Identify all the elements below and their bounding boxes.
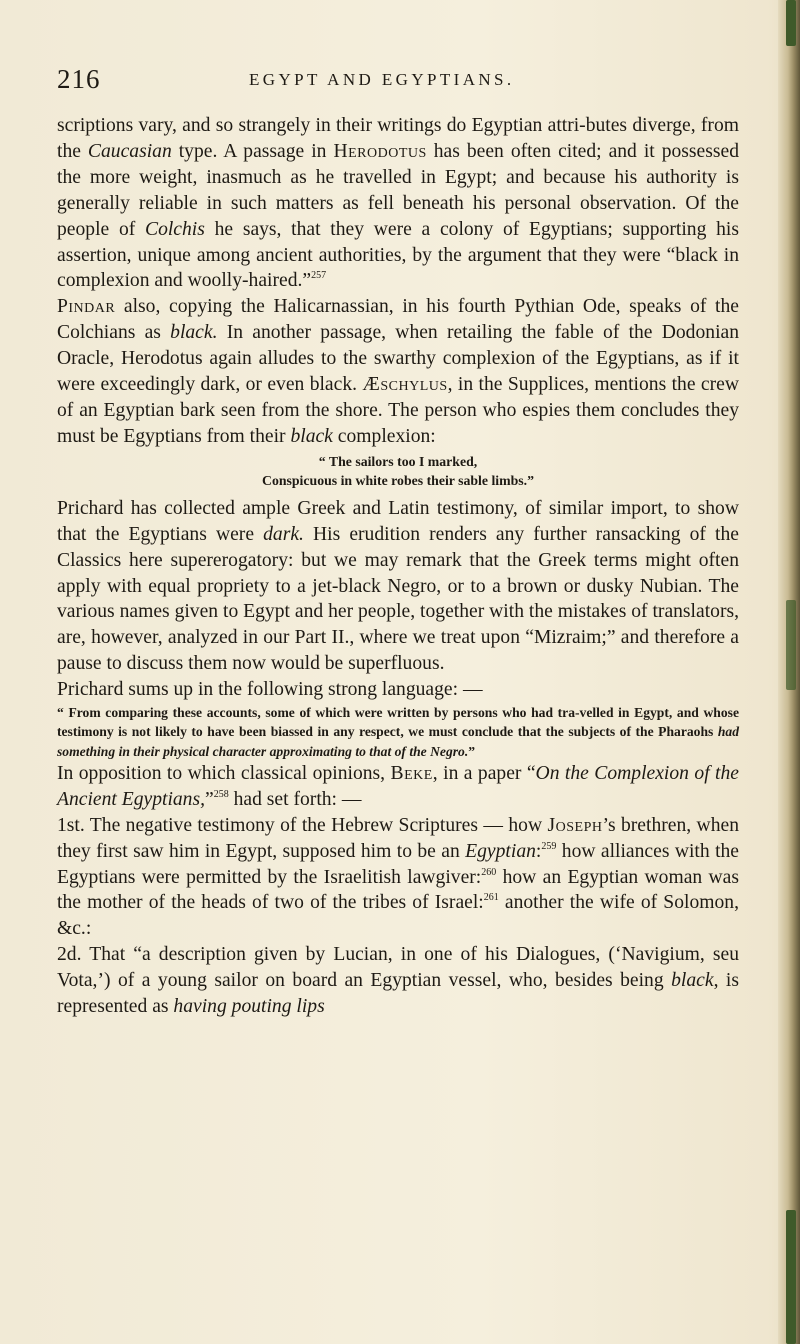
italic-text: dark. — [263, 523, 304, 545]
italic-text: having pouting lips — [173, 996, 325, 1018]
text: ’s brethren, when they first saw him in Egypt, supposed him to be an — [57, 814, 739, 862]
footnote-ref: 260 — [481, 866, 497, 878]
running-head — [57, 64, 737, 100]
text: Prichard has collected ample Greek and Latin testimony, of similar import, to show that the Egyptians were — [57, 497, 739, 545]
footnote-ref: 259 — [541, 840, 557, 852]
block-quotation — [57, 703, 739, 761]
text: In opposition to which classical opinions, — [57, 762, 391, 784]
paragraph-7 — [57, 942, 739, 1020]
italic-text: Egyptian — [465, 840, 536, 862]
text: ” — [468, 743, 476, 759]
text: , in a paper “ — [432, 762, 536, 784]
text: : — [535, 840, 542, 862]
text: , in the Supplices, mentions the crew of an Egyptian bark seen from the shore. The person who espies them concludes they must be Egyptians from their — [57, 374, 739, 447]
italic-text: black — [671, 970, 714, 992]
edge-mark — [786, 1210, 796, 1344]
text: how alliances with the Egyptians were permitted by the Israelitish lawgiver: — [57, 840, 740, 888]
text: had set forth: — — [228, 788, 362, 810]
verse-line: Conspicuous in white robes their sable limbs.” — [261, 472, 535, 488]
edge-mark — [786, 0, 796, 46]
paragraph-3 — [57, 496, 739, 677]
paragraph-4 — [57, 677, 739, 703]
verse-line: “ The sailors too I marked, — [318, 453, 478, 469]
paragraph-6 — [57, 813, 739, 943]
edge-mark — [786, 600, 796, 690]
small-caps-name: Æschylus — [362, 374, 448, 396]
small-caps-name: Joseph — [547, 814, 603, 836]
verse-quotation — [57, 452, 739, 490]
italic-text: Caucasian — [87, 140, 172, 162]
text: has been often cited; and it possessed the more weight, inasmuch as he travelled in Egypt; and because his authority is generally reliable in such matters as fell beneath his personal observation. Of the people of — [57, 140, 739, 240]
text: “ From comparing these accounts, some of which were written by persons who had tra-velled in Egypt, and whose testimony is not likely to have been biassed in any respect, we must conclude that the subjects of the Pharaohs — [57, 705, 739, 740]
text: 2d. That “a description given by Lucian, in one of his Dialogues, (‘Navigium, seu Vota,’) of a young sailor on board an Egyptian vessel, who, besides being — [57, 944, 739, 992]
text: His erudition renders any further ransacking of the Classics here supererogatory: but we may remark that the Greek terms might often apply with equal propriety to a jet-black Negro, or to a brown or dusky Nubian. The various names given to Egypt and her people, together with the mistakes of translators, are, however, analyzed in our Part II., where we treat upon “Mizraim;” and therefore a pause to discuss them now would be superfluous. — [57, 523, 739, 675]
running-title: EGYPT AND EGYPTIANS. — [249, 70, 515, 89]
text: also, copying the Halicarnassian, in his fourth Pythian Ode, speaks of the Colchians as — [57, 296, 739, 344]
italic-text: On the Complexion of the Ancient Egyptians, — [57, 762, 739, 810]
paragraph-1 — [57, 113, 739, 294]
page-body — [57, 113, 739, 1020]
footnote-ref: 257 — [311, 270, 327, 282]
text: type. A passage in — [171, 140, 334, 162]
footnote-ref: 261 — [483, 892, 499, 904]
italic-text: black — [290, 425, 333, 447]
paragraph-5 — [57, 761, 739, 813]
text: he says, that they were a colony of Egyptians; supporting his assertion, unique among ancient authorities, by the argument that they were “black in complexion and woolly-haired.” — [57, 218, 739, 292]
text: Prichard sums up in the following strong language: — — [57, 679, 483, 701]
small-caps-name: Beke — [390, 762, 433, 784]
page-edge — [778, 0, 800, 1344]
text: ” — [205, 788, 214, 810]
footnote-ref: 258 — [213, 788, 229, 800]
page-number: 216 — [57, 64, 101, 94]
text: In another passage, when retailing the fable of the Dodonian Oracle, Herodotus again alludes to the swarthy complexion of the Egyptians, as if it were exceedingly dark, or even black. — [57, 322, 740, 396]
paragraph-2 — [57, 294, 739, 449]
italic-text: black. — [170, 322, 218, 344]
text: , is represented as — [57, 970, 739, 1018]
text: another the wife of Solomon, &c.: — [57, 892, 739, 940]
small-caps-name: Pindar — [57, 296, 116, 318]
text: 1st. The negative testimony of the Hebrew Scriptures — how — [57, 814, 548, 836]
text: scriptions vary, and so strangely in their writings do Egyptian attri-butes diverge, from the — [57, 115, 739, 162]
italic-text: had something in their physical character approximating to that of the Negro. — [57, 724, 739, 759]
italic-text: Colchis — [145, 218, 205, 240]
text: how an Egyptian woman was the mother of the heads of two of the tribes of Israel: — [57, 866, 739, 914]
small-caps-name: Herodotus — [333, 140, 427, 162]
text: complexion: — [332, 425, 436, 447]
